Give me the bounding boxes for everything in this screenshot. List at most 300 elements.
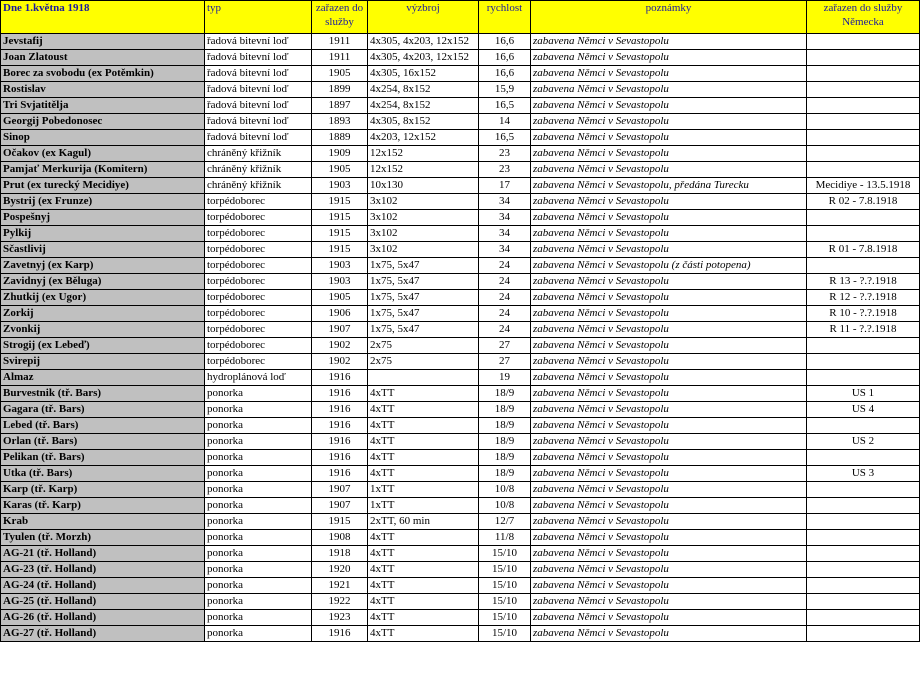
cell-notes: zabavena Němci v Sevastopolu — [531, 498, 807, 514]
cell-speed: 15/10 — [479, 594, 531, 610]
cell-service-year: 1916 — [312, 386, 368, 402]
table-row — [1, 338, 920, 354]
cell-speed: 23 — [479, 162, 531, 178]
cell-service-year: 1915 — [312, 226, 368, 242]
cell-service-year: 1893 — [312, 114, 368, 130]
cell-ship-name: Almaz — [1, 370, 205, 386]
table-row — [1, 162, 920, 178]
table-row — [1, 194, 920, 210]
cell-ship-name: Prut (ex turecký Mecidiye) — [1, 178, 205, 194]
cell-ship-type: ponorka — [205, 482, 312, 498]
table-row — [1, 498, 920, 514]
cell-speed: 18/9 — [479, 466, 531, 482]
table-row — [1, 34, 920, 50]
cell-notes: zabavena Němci v Sevastopolu — [531, 530, 807, 546]
cell-ship-name: Zvonkij — [1, 322, 205, 338]
cell-speed: 27 — [479, 338, 531, 354]
cell-german-service: US 4 — [807, 402, 920, 418]
cell-service-year: 1902 — [312, 338, 368, 354]
cell-armament: 12x152 — [368, 162, 479, 178]
cell-german-service — [807, 146, 920, 162]
cell-german-service: R 11 - ?.?.1918 — [807, 322, 920, 338]
cell-service-year: 1916 — [312, 450, 368, 466]
cell-ship-name: Zorkij — [1, 306, 205, 322]
cell-service-year: 1923 — [312, 610, 368, 626]
cell-speed: 16,6 — [479, 66, 531, 82]
cell-notes: zabavena Němci v Sevastopolu — [531, 82, 807, 98]
cell-armament: 4xTT — [368, 626, 479, 642]
cell-service-year: 1915 — [312, 194, 368, 210]
cell-ship-type: ponorka — [205, 514, 312, 530]
cell-service-year: 1903 — [312, 258, 368, 274]
cell-ship-name: Svirepij — [1, 354, 205, 370]
cell-ship-type: chráněný křižník — [205, 162, 312, 178]
cell-speed: 18/9 — [479, 418, 531, 434]
cell-notes: zabavena Němci v Sevastopolu — [531, 386, 807, 402]
cell-speed: 24 — [479, 258, 531, 274]
cell-notes: zabavena Němci v Sevastopolu — [531, 562, 807, 578]
table-row — [1, 322, 920, 338]
cell-german-service — [807, 418, 920, 434]
cell-service-year: 1889 — [312, 130, 368, 146]
cell-service-year: 1922 — [312, 594, 368, 610]
cell-armament: 4xTT — [368, 450, 479, 466]
cell-ship-name: Sinop — [1, 130, 205, 146]
cell-armament: 12x152 — [368, 146, 479, 162]
cell-armament: 1xTT — [368, 482, 479, 498]
cell-service-year: 1907 — [312, 322, 368, 338]
cell-service-year: 1899 — [312, 82, 368, 98]
cell-ship-name: Krab — [1, 514, 205, 530]
header-name: Dne 1.května 1918 — [1, 1, 205, 34]
cell-service-year: 1907 — [312, 498, 368, 514]
cell-ship-name: Tyulen (tř. Morzh) — [1, 530, 205, 546]
cell-german-service — [807, 530, 920, 546]
cell-german-service — [807, 514, 920, 530]
cell-ship-name: Pospešnyj — [1, 210, 205, 226]
cell-armament: 3x102 — [368, 226, 479, 242]
cell-armament: 4x305, 16x152 — [368, 66, 479, 82]
cell-speed: 34 — [479, 226, 531, 242]
cell-german-service — [807, 370, 920, 386]
cell-ship-name: Utka (tř. Bars) — [1, 466, 205, 482]
cell-service-year: 1902 — [312, 354, 368, 370]
cell-ship-name: AG-23 (tř. Holland) — [1, 562, 205, 578]
cell-speed: 15/10 — [479, 546, 531, 562]
table-row — [1, 562, 920, 578]
cell-armament: 4x254, 8x152 — [368, 82, 479, 98]
table-row — [1, 354, 920, 370]
cell-notes: zabavena Němci v Sevastopolu — [531, 130, 807, 146]
cell-ship-name: Zavetnyj (ex Karp) — [1, 258, 205, 274]
header-armament: výzbroj — [368, 1, 479, 34]
cell-ship-name: Tri Svjatitělja — [1, 98, 205, 114]
cell-ship-name: AG-24 (tř. Holland) — [1, 578, 205, 594]
cell-armament: 1x75, 5x47 — [368, 322, 479, 338]
cell-german-service: US 1 — [807, 386, 920, 402]
cell-service-year: 1908 — [312, 530, 368, 546]
cell-armament: 4xTT — [368, 546, 479, 562]
cell-german-service — [807, 450, 920, 466]
cell-speed: 18/9 — [479, 386, 531, 402]
cell-ship-name: Lebed (tř. Bars) — [1, 418, 205, 434]
cell-service-year: 1921 — [312, 578, 368, 594]
cell-armament: 1x75, 5x47 — [368, 306, 479, 322]
cell-service-year: 1916 — [312, 402, 368, 418]
cell-speed: 10/8 — [479, 482, 531, 498]
cell-ship-name: Bystrij (ex Frunze) — [1, 194, 205, 210]
cell-ship-type: ponorka — [205, 498, 312, 514]
table-row — [1, 578, 920, 594]
cell-ship-type: torpédoborec — [205, 338, 312, 354]
cell-service-year: 1916 — [312, 434, 368, 450]
cell-ship-type: ponorka — [205, 578, 312, 594]
cell-notes: zabavena Němci v Sevastopolu — [531, 306, 807, 322]
cell-speed: 24 — [479, 274, 531, 290]
table-row — [1, 98, 920, 114]
cell-ship-name: Rostislav — [1, 82, 205, 98]
cell-armament: 4x305, 4x203, 12x152 — [368, 50, 479, 66]
cell-ship-type: řadová bitevní loď — [205, 66, 312, 82]
cell-armament: 4xTT — [368, 578, 479, 594]
cell-notes: zabavena Němci v Sevastopolu — [531, 610, 807, 626]
cell-notes: zabavena Němci v Sevastopolu — [531, 594, 807, 610]
cell-speed: 24 — [479, 306, 531, 322]
table-row — [1, 50, 920, 66]
cell-ship-name: AG-25 (tř. Holland) — [1, 594, 205, 610]
cell-ship-name: Zhutkij (ex Ugor) — [1, 290, 205, 306]
cell-german-service — [807, 594, 920, 610]
cell-armament: 10x130 — [368, 178, 479, 194]
cell-armament: 4xTT — [368, 610, 479, 626]
cell-speed: 18/9 — [479, 402, 531, 418]
cell-ship-type: ponorka — [205, 546, 312, 562]
table-row — [1, 242, 920, 258]
cell-service-year: 1915 — [312, 242, 368, 258]
cell-notes: zabavena Němci v Sevastopolu — [531, 34, 807, 50]
table-row — [1, 482, 920, 498]
table-row — [1, 530, 920, 546]
cell-german-service — [807, 130, 920, 146]
cell-ship-name: Karp (tř. Karp) — [1, 482, 205, 498]
cell-notes: zabavena Němci v Sevastopolu — [531, 626, 807, 642]
cell-speed: 15/10 — [479, 626, 531, 642]
table-row — [1, 114, 920, 130]
cell-speed: 34 — [479, 210, 531, 226]
cell-armament: 4x254, 8x152 — [368, 98, 479, 114]
header-year: zařazen do služby — [312, 1, 368, 34]
cell-german-service — [807, 50, 920, 66]
table-body — [1, 34, 920, 642]
cell-speed: 12/7 — [479, 514, 531, 530]
cell-german-service: R 02 - 7.8.1918 — [807, 194, 920, 210]
cell-ship-name: Georgij Pobedonosec — [1, 114, 205, 130]
cell-speed: 34 — [479, 194, 531, 210]
cell-ship-type: torpédoborec — [205, 242, 312, 258]
cell-notes: zabavena Němci v Sevastopolu — [531, 338, 807, 354]
cell-german-service — [807, 498, 920, 514]
cell-service-year: 1916 — [312, 626, 368, 642]
cell-speed: 16,6 — [479, 34, 531, 50]
cell-speed: 34 — [479, 242, 531, 258]
cell-speed: 18/9 — [479, 450, 531, 466]
cell-service-year: 1918 — [312, 546, 368, 562]
cell-service-year: 1903 — [312, 178, 368, 194]
table-row — [1, 626, 920, 642]
cell-speed: 10/8 — [479, 498, 531, 514]
cell-service-year: 1916 — [312, 418, 368, 434]
cell-notes: zabavena Němci v Sevastopolu — [531, 114, 807, 130]
cell-german-service — [807, 210, 920, 226]
table-row — [1, 466, 920, 482]
header-row — [1, 1, 920, 34]
cell-notes: zabavena Němci v Sevastopolu — [531, 354, 807, 370]
table-row — [1, 546, 920, 562]
cell-german-service: R 12 - ?.?.1918 — [807, 290, 920, 306]
cell-armament: 3x102 — [368, 194, 479, 210]
cell-notes: zabavena Němci v Sevastopolu — [531, 450, 807, 466]
table-row — [1, 210, 920, 226]
cell-german-service — [807, 34, 920, 50]
table-row — [1, 82, 920, 98]
cell-armament: 4x305, 8x152 — [368, 114, 479, 130]
table-row — [1, 610, 920, 626]
table-row — [1, 386, 920, 402]
cell-notes: zabavena Němci v Sevastopolu — [531, 274, 807, 290]
cell-ship-type: ponorka — [205, 626, 312, 642]
cell-german-service — [807, 610, 920, 626]
cell-german-service: Mecidiye - 13.5.1918 — [807, 178, 920, 194]
cell-armament: 4xTT — [368, 530, 479, 546]
table-row — [1, 130, 920, 146]
cell-ship-type: chráněný křižník — [205, 146, 312, 162]
cell-ship-type: chráněný křižník — [205, 178, 312, 194]
cell-service-year: 1920 — [312, 562, 368, 578]
cell-notes: zabavena Němci v Sevastopolu — [531, 66, 807, 82]
cell-ship-name: Strogij (ex Lebeď) — [1, 338, 205, 354]
cell-notes: zabavena Němci v Sevastopolu (z části potopena) — [531, 258, 807, 274]
cell-armament: 4xTT — [368, 402, 479, 418]
header-speed: rychlost — [479, 1, 531, 34]
cell-armament: 1x75, 5x47 — [368, 258, 479, 274]
cell-ship-name: Pamjať Merkurija (Komitern) — [1, 162, 205, 178]
cell-ship-name: AG-26 (tř. Holland) — [1, 610, 205, 626]
cell-armament: 3x102 — [368, 210, 479, 226]
cell-german-service: R 01 - 7.8.1918 — [807, 242, 920, 258]
cell-ship-type: torpédoborec — [205, 290, 312, 306]
cell-armament: 4xTT — [368, 418, 479, 434]
cell-notes: zabavena Němci v Sevastopolu — [531, 226, 807, 242]
cell-service-year: 1897 — [312, 98, 368, 114]
cell-ship-name: Zavidnyj (ex Běluga) — [1, 274, 205, 290]
cell-ship-name: Pelikan (tř. Bars) — [1, 450, 205, 466]
cell-german-service — [807, 482, 920, 498]
cell-speed: 23 — [479, 146, 531, 162]
table-row — [1, 274, 920, 290]
cell-armament: 1x75, 5x47 — [368, 274, 479, 290]
cell-german-service — [807, 578, 920, 594]
cell-german-service: US 2 — [807, 434, 920, 450]
table-row — [1, 450, 920, 466]
table-row — [1, 370, 920, 386]
cell-ship-name: Jevstafij — [1, 34, 205, 50]
cell-ship-type: ponorka — [205, 386, 312, 402]
cell-ship-type: hydroplánová loď — [205, 370, 312, 386]
cell-service-year: 1907 — [312, 482, 368, 498]
cell-service-year: 1903 — [312, 274, 368, 290]
cell-armament: 4x203, 12x152 — [368, 130, 479, 146]
table-row — [1, 290, 920, 306]
cell-ship-type: ponorka — [205, 594, 312, 610]
table-row — [1, 418, 920, 434]
cell-ship-type: torpédoborec — [205, 306, 312, 322]
cell-armament: 4x305, 4x203, 12x152 — [368, 34, 479, 50]
cell-ship-name: Gagara (tř. Bars) — [1, 402, 205, 418]
cell-armament: 4xTT — [368, 562, 479, 578]
cell-german-service — [807, 258, 920, 274]
table-row — [1, 226, 920, 242]
cell-speed: 24 — [479, 322, 531, 338]
cell-notes: zabavena Němci v Sevastopolu — [531, 514, 807, 530]
cell-ship-type: torpédoborec — [205, 194, 312, 210]
cell-armament: 1xTT — [368, 498, 479, 514]
cell-german-service — [807, 82, 920, 98]
cell-ship-name: Borec za svobodu (ex Potěmkin) — [1, 66, 205, 82]
cell-speed: 16,6 — [479, 50, 531, 66]
header-type: typ — [205, 1, 312, 34]
cell-speed: 16,5 — [479, 130, 531, 146]
cell-german-service — [807, 354, 920, 370]
cell-service-year: 1905 — [312, 66, 368, 82]
cell-ship-type: řadová bitevní loď — [205, 130, 312, 146]
header-german-service: zařazen do služby Německa — [807, 1, 920, 34]
table-row — [1, 514, 920, 530]
cell-speed: 15/10 — [479, 610, 531, 626]
cell-ship-name: Karas (tř. Karp) — [1, 498, 205, 514]
cell-speed: 19 — [479, 370, 531, 386]
cell-notes: zabavena Němci v Sevastopolu — [531, 162, 807, 178]
cell-notes: zabavena Němci v Sevastopolu — [531, 370, 807, 386]
cell-service-year: 1916 — [312, 466, 368, 482]
cell-ship-type: řadová bitevní loď — [205, 114, 312, 130]
cell-armament: 4xTT — [368, 594, 479, 610]
cell-armament: 2x75 — [368, 354, 479, 370]
cell-armament: 4xTT — [368, 386, 479, 402]
cell-ship-name: AG-21 (tř. Holland) — [1, 546, 205, 562]
cell-ship-type: ponorka — [205, 434, 312, 450]
cell-service-year: 1905 — [312, 290, 368, 306]
cell-ship-type: ponorka — [205, 466, 312, 482]
cell-ship-type: řadová bitevní loď — [205, 98, 312, 114]
cell-ship-name: Burvestnik (tř. Bars) — [1, 386, 205, 402]
cell-armament: 2xTT, 60 min — [368, 514, 479, 530]
cell-ship-type: ponorka — [205, 402, 312, 418]
table-row — [1, 66, 920, 82]
cell-notes: zabavena Němci v Sevastopolu — [531, 466, 807, 482]
cell-armament: 4xTT — [368, 466, 479, 482]
cell-speed: 18/9 — [479, 434, 531, 450]
cell-german-service — [807, 546, 920, 562]
cell-ship-type: torpédoborec — [205, 210, 312, 226]
cell-ship-type: řadová bitevní loď — [205, 34, 312, 50]
cell-notes: zabavena Němci v Sevastopolu — [531, 578, 807, 594]
header-notes: poznámky — [531, 1, 807, 34]
cell-speed: 17 — [479, 178, 531, 194]
cell-ship-name: AG-27 (tř. Holland) — [1, 626, 205, 642]
cell-service-year: 1915 — [312, 514, 368, 530]
cell-notes: zabavena Němci v Sevastopolu — [531, 322, 807, 338]
cell-ship-type: ponorka — [205, 450, 312, 466]
cell-german-service — [807, 162, 920, 178]
cell-ship-type: ponorka — [205, 418, 312, 434]
cell-ship-name: Joan Zlatoust — [1, 50, 205, 66]
cell-armament: 4xTT — [368, 434, 479, 450]
cell-ship-type: torpédoborec — [205, 354, 312, 370]
cell-notes: zabavena Němci v Sevastopolu — [531, 402, 807, 418]
cell-ship-name: Očakov (ex Kagul) — [1, 146, 205, 162]
cell-notes: zabavena Němci v Sevastopolu, předána Turecku — [531, 178, 807, 194]
cell-armament: 1x75, 5x47 — [368, 290, 479, 306]
table-row — [1, 306, 920, 322]
cell-speed: 24 — [479, 290, 531, 306]
cell-notes: zabavena Němci v Sevastopolu — [531, 50, 807, 66]
cell-speed: 11/8 — [479, 530, 531, 546]
cell-german-service: US 3 — [807, 466, 920, 482]
cell-service-year: 1906 — [312, 306, 368, 322]
cell-german-service — [807, 338, 920, 354]
cell-ship-name: Sčastlivij — [1, 242, 205, 258]
cell-speed: 27 — [479, 354, 531, 370]
table-row — [1, 178, 920, 194]
cell-service-year: 1909 — [312, 146, 368, 162]
cell-german-service — [807, 114, 920, 130]
cell-ship-type: torpédoborec — [205, 322, 312, 338]
cell-armament: 2x75 — [368, 338, 479, 354]
cell-speed: 15,9 — [479, 82, 531, 98]
cell-ship-type: ponorka — [205, 610, 312, 626]
cell-speed: 15/10 — [479, 578, 531, 594]
cell-german-service — [807, 626, 920, 642]
cell-german-service — [807, 66, 920, 82]
cell-ship-type: řadová bitevní loď — [205, 50, 312, 66]
cell-notes: zabavena Němci v Sevastopolu — [531, 290, 807, 306]
cell-speed: 16,5 — [479, 98, 531, 114]
cell-german-service: R 10 - ?.?.1918 — [807, 306, 920, 322]
cell-notes: zabavena Němci v Sevastopolu — [531, 98, 807, 114]
cell-ship-type: torpédoborec — [205, 258, 312, 274]
cell-speed: 14 — [479, 114, 531, 130]
cell-armament — [368, 370, 479, 386]
cell-german-service — [807, 98, 920, 114]
cell-notes: zabavena Němci v Sevastopolu — [531, 146, 807, 162]
cell-speed: 15/10 — [479, 562, 531, 578]
cell-service-year: 1915 — [312, 210, 368, 226]
cell-german-service: R 13 - ?.?.1918 — [807, 274, 920, 290]
table-row — [1, 594, 920, 610]
cell-notes: zabavena Němci v Sevastopolu — [531, 210, 807, 226]
cell-notes: zabavena Němci v Sevastopolu — [531, 242, 807, 258]
cell-notes: zabavena Němci v Sevastopolu — [531, 434, 807, 450]
cell-german-service — [807, 226, 920, 242]
table-row — [1, 434, 920, 450]
cell-service-year: 1911 — [312, 34, 368, 50]
cell-service-year: 1916 — [312, 370, 368, 386]
table-row — [1, 258, 920, 274]
cell-notes: zabavena Němci v Sevastopolu — [531, 482, 807, 498]
cell-german-service — [807, 562, 920, 578]
cell-armament: 3x102 — [368, 242, 479, 258]
cell-service-year: 1905 — [312, 162, 368, 178]
